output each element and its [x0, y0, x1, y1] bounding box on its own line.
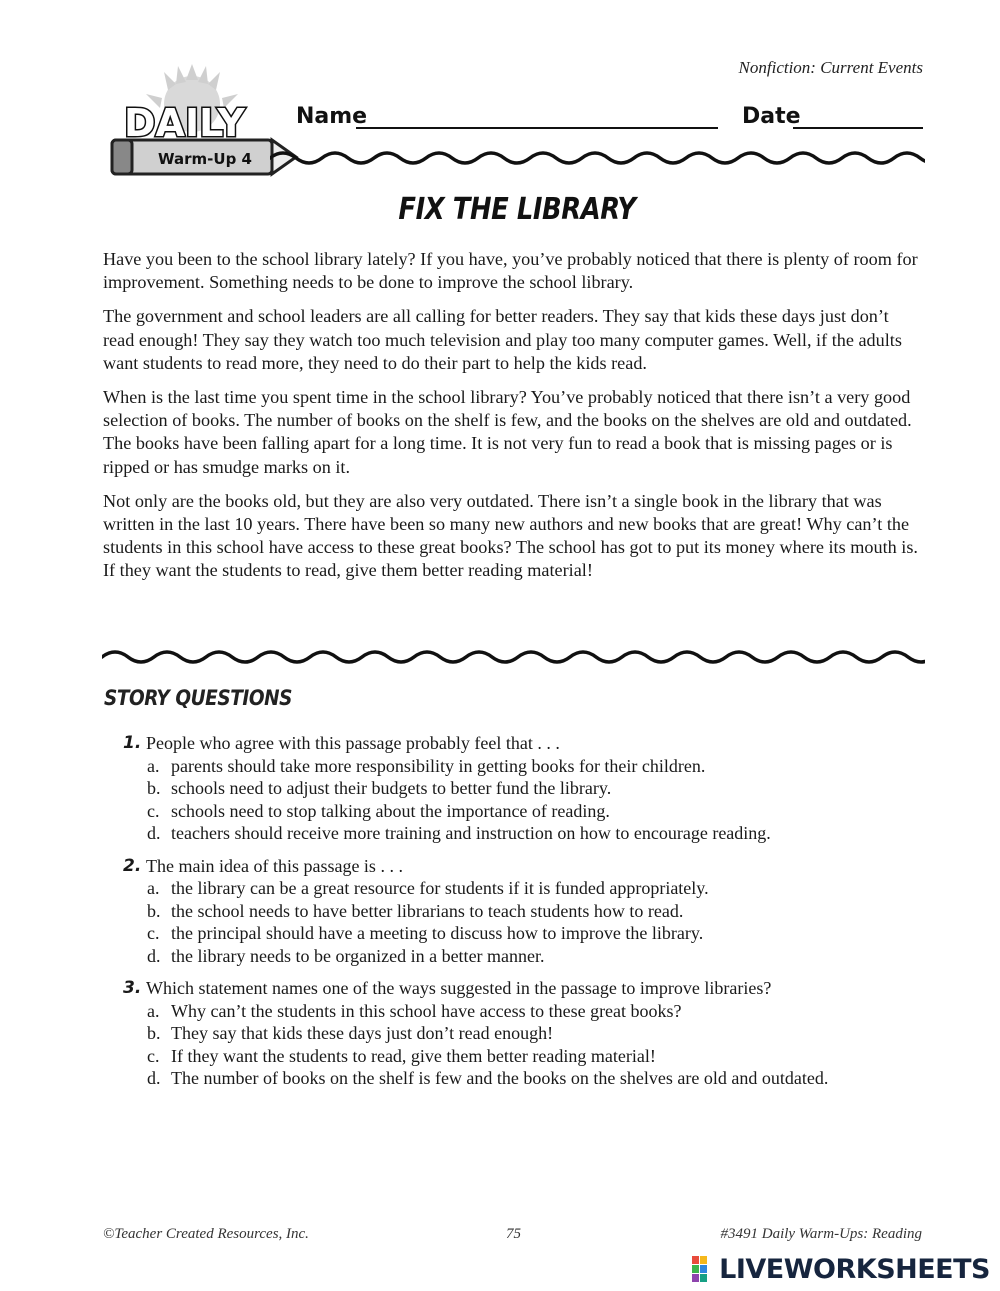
option-text: The number of books on the shelf is few and the books on the shelves are old and outdated.	[171, 1068, 829, 1088]
option-text: schools need to adjust their budgets to better fund the library.	[171, 778, 612, 798]
answer-option[interactable]	[147, 877, 923, 900]
option-text: the school needs to have better librarians to teach students how to read.	[171, 900, 684, 921]
story-questions-heading: STORY QUESTIONS	[104, 686, 293, 710]
passage-paragraph: The government and school leaders are all calling for better readers. They say that kids these days just don’t read enough! They say they watch too much television and play too many computer games. Well, if the adults want students to read more, they need to do their part to help the kids read.	[103, 306, 902, 373]
name-field[interactable]	[356, 127, 718, 129]
answer-option[interactable]	[147, 800, 923, 823]
answer-option[interactable]	[147, 1045, 923, 1068]
question-number: 3.	[123, 978, 142, 998]
footer-book-title: #3491 Daily Warm-Ups: Reading	[720, 1226, 922, 1242]
option-text: the principal should have a meeting to discuss how to improve the library.	[171, 923, 704, 943]
option-letter: d.	[147, 945, 161, 966]
question-1	[123, 732, 923, 845]
category-label: Nonfiction: Current Events	[738, 58, 923, 77]
answer-option[interactable]	[147, 777, 923, 800]
option-letter: b.	[147, 778, 161, 798]
passage	[103, 248, 923, 594]
option-letter: b.	[147, 1023, 161, 1043]
question-2	[123, 855, 923, 968]
option-text: schools need to stop talking about the importance of reading.	[171, 800, 610, 821]
page-title: FIX THE LIBRARY	[398, 192, 636, 227]
answer-option[interactable]	[147, 1000, 923, 1023]
question-3	[123, 977, 923, 1090]
question-text: The main idea of this passage is . . .	[146, 855, 403, 876]
logo-word: DAILY	[124, 101, 245, 145]
questions-list	[123, 732, 923, 1100]
option-text: They say that kids these days just don’t read enough!	[171, 1023, 554, 1043]
option-text: Why can’t the students in this school have access to these great books?	[171, 1000, 682, 1021]
answer-option[interactable]	[147, 1067, 923, 1090]
name-label: Name	[296, 104, 368, 129]
question-text: Which statement names one of the ways suggested in the passage to improve libraries?	[146, 978, 772, 998]
option-text: If they want the students to read, give them better reading material!	[171, 1045, 656, 1066]
question-text: People who agree with this passage probably feel that . . .	[146, 733, 560, 753]
option-letter: c.	[147, 800, 160, 821]
date-label: Date	[742, 104, 801, 129]
date-field[interactable]	[793, 127, 923, 129]
logo-sub: Warm-Up 4	[158, 150, 252, 168]
liveworksheets-brand[interactable]	[691, 1252, 990, 1286]
option-letter: a.	[147, 1000, 160, 1021]
wavy-divider-middle	[102, 645, 925, 669]
option-letter: c.	[147, 923, 160, 943]
option-letter: a.	[147, 878, 160, 898]
answer-option[interactable]	[147, 945, 923, 968]
passage-paragraph: Not only are the books old, but they are also very outdated. There isn’t a single book in the library that was written in the last 10 years. There have been so many new authors and new books that are great! Why can’t the students in this school have access to these great books? The school has got to put its money where its mouth is. If they want the students to read, give them better reading material!	[103, 490, 918, 581]
passage-paragraph: Have you been to the school library lately? If you have, you’ve probably noticed that there is plenty of room for improvement. Something needs to be done to improve the school library.	[103, 249, 918, 293]
answer-option[interactable]	[147, 1022, 923, 1045]
answer-option[interactable]	[147, 822, 923, 845]
option-letter: b.	[147, 900, 161, 921]
option-letter: d.	[147, 823, 161, 843]
option-letter: a.	[147, 755, 160, 776]
passage-paragraph: When is the last time you spent time in the school library? You’ve probably noticed that there isn’t a very good selection of books. The number of books on the shelf is few, and the books on the shelves are old and outdated. The books have been falling apart for a long time. It is not very fun to read a book that is missing pages or is ripped or has smudge marks on it.	[103, 387, 912, 477]
option-text: teachers should receive more training and instruction on how to encourage reading.	[171, 823, 771, 843]
option-text: parents should take more responsibility in getting books for their children.	[171, 755, 706, 776]
brand-name: LIVEWORKSHEETS	[719, 1253, 990, 1285]
option-letter: c.	[147, 1045, 160, 1066]
footer-copyright: ©Teacher Created Resources, Inc.	[103, 1226, 309, 1242]
answer-option[interactable]	[147, 755, 923, 778]
option-text: the library can be a great resource for students if it is funded appropriately.	[171, 878, 709, 898]
question-number: 1.	[123, 733, 142, 753]
answer-option[interactable]	[147, 922, 923, 945]
page-number: 75	[506, 1226, 521, 1242]
liveworksheets-logo-icon	[691, 1255, 717, 1283]
option-text: the library needs to be organized in a better manner.	[171, 945, 545, 966]
answer-option[interactable]	[147, 900, 923, 923]
wavy-divider-top	[270, 146, 925, 170]
question-number: 2.	[123, 855, 142, 876]
option-letter: d.	[147, 1068, 161, 1088]
